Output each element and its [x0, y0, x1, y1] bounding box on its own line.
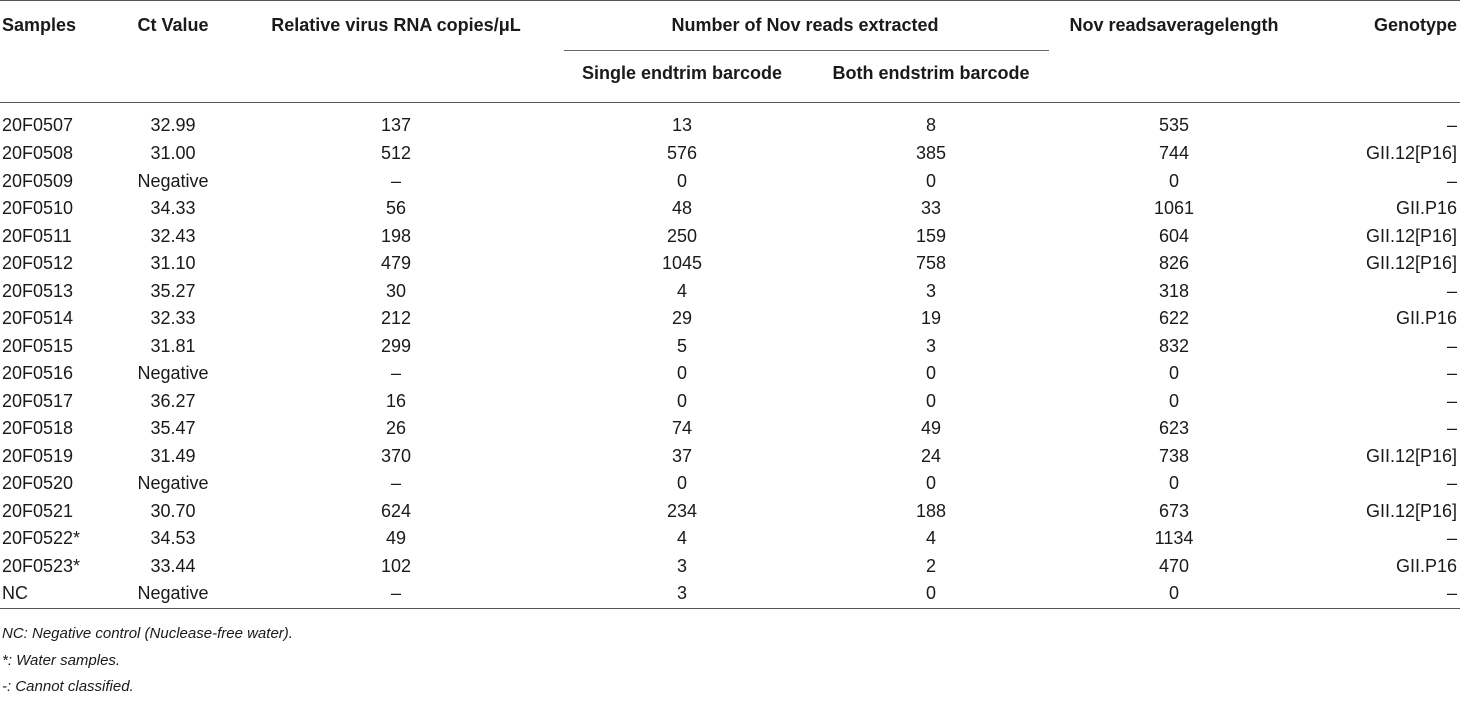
cell-both-ends: 49	[920, 418, 942, 439]
cell-single-end: 5	[676, 335, 687, 356]
table-notes	[2, 621, 293, 701]
cell-relative-rna: 102	[380, 555, 412, 576]
cell-average-length: 738	[1158, 445, 1190, 466]
cell-single-end: 29	[671, 308, 693, 329]
cell-genotype: –	[1446, 363, 1457, 384]
cell-ct-value: 34.33	[150, 198, 196, 219]
cell-both-ends: 19	[920, 308, 942, 329]
note-negative-control: NC: Negative control (Nuclease-free water).	[2, 625, 293, 642]
cell-genotype: GII.P16	[1395, 198, 1457, 219]
cell-both-ends: 159	[915, 225, 947, 246]
cell-ct-value: Negative	[137, 583, 209, 604]
cell-average-length: 832	[1158, 335, 1190, 356]
cell-average-length: 1134	[1154, 528, 1194, 549]
table-row	[0, 553, 1460, 581]
table-row	[0, 140, 1460, 168]
cell-genotype: –	[1446, 390, 1457, 411]
table-row	[0, 443, 1460, 471]
cell-relative-rna: 212	[380, 308, 412, 329]
table-row	[0, 470, 1460, 498]
cell-sample: 20F0512	[2, 253, 74, 274]
cell-ct-value: 36.27	[150, 390, 196, 411]
cell-ct-value: 32.43	[150, 225, 196, 246]
header-samples: Samples	[2, 15, 77, 35]
cell-ct-value: 35.27	[150, 280, 196, 301]
cell-average-length: 0	[1168, 473, 1179, 494]
cell-single-end: 0	[676, 473, 687, 494]
table-row	[0, 525, 1460, 553]
cell-sample: 20F0516	[2, 363, 74, 384]
cell-single-end: 0	[676, 390, 687, 411]
cell-both-ends: 2	[925, 555, 936, 576]
table-header	[0, 0, 1460, 102]
cell-genotype: GII.12[P16]	[1365, 143, 1457, 164]
cell-both-ends: 0	[925, 363, 936, 384]
cell-genotype: –	[1446, 583, 1457, 604]
cell-relative-rna: 137	[380, 114, 412, 135]
cell-sample: 20F0507	[2, 114, 74, 135]
cell-single-end: 0	[676, 170, 687, 191]
cell-ct-value: Negative	[137, 363, 209, 384]
cell-average-length: 1061	[1153, 198, 1195, 219]
cell-single-end: 4	[676, 528, 687, 549]
cell-both-ends: 3	[925, 280, 936, 301]
cell-single-end: 3	[676, 583, 687, 604]
cell-both-ends: 0	[925, 473, 936, 494]
cell-relative-rna: 49	[385, 528, 407, 549]
cell-sample: 20F0517	[2, 390, 74, 411]
cell-relative-rna: 512	[380, 143, 412, 164]
header-reads-group: Number of Nov reads extracted	[671, 15, 939, 35]
table-row	[0, 580, 1460, 608]
cell-genotype: GII.12[P16]	[1365, 445, 1457, 466]
cell-relative-rna: 198	[380, 225, 412, 246]
table-body	[0, 102, 1460, 608]
cell-genotype: –	[1446, 114, 1457, 135]
table-row	[0, 415, 1460, 443]
cell-single-end: 250	[666, 225, 698, 246]
cell-genotype: GII.12[P16]	[1365, 253, 1457, 274]
table-row	[0, 498, 1460, 526]
cell-ct-value: 31.49	[150, 445, 196, 466]
cell-average-length: 0	[1168, 390, 1179, 411]
cell-relative-rna: 370	[380, 445, 412, 466]
cell-average-length: 535	[1158, 114, 1190, 135]
header-relative-rna: Relative virus RNA copies/μL	[271, 15, 521, 35]
cell-ct-value: 34.53	[150, 528, 196, 549]
cell-genotype: –	[1446, 170, 1457, 191]
table-bottom-rule	[0, 608, 1460, 609]
cell-sample: 20F0511	[2, 225, 72, 246]
cell-sample: 20F0508	[2, 143, 74, 164]
cell-ct-value: 31.81	[150, 335, 196, 356]
cell-both-ends: 0	[925, 583, 936, 604]
table-row	[0, 168, 1460, 196]
cell-sample: 20F0518	[2, 418, 74, 439]
cell-ct-value: 32.33	[150, 308, 196, 329]
cell-single-end: 74	[671, 418, 693, 439]
cell-ct-value: 33.44	[150, 555, 196, 576]
cell-relative-rna: –	[390, 363, 401, 384]
table-row	[0, 360, 1460, 388]
cell-both-ends: 0	[925, 170, 936, 191]
cell-relative-rna: –	[390, 170, 401, 191]
cell-single-end: 1045	[661, 253, 703, 274]
cell-both-ends: 24	[920, 445, 942, 466]
cell-average-length: 673	[1158, 500, 1190, 521]
cell-relative-rna: –	[390, 473, 401, 494]
cell-sample: 20F0513	[2, 280, 74, 301]
cell-both-ends: 758	[915, 253, 947, 274]
cell-single-end: 37	[671, 445, 693, 466]
cell-both-ends: 33	[920, 198, 942, 219]
table-row	[0, 333, 1460, 361]
cell-both-ends: 385	[915, 143, 947, 164]
note-cannot-classified: -: Cannot classified.	[2, 678, 134, 695]
cell-average-length: 0	[1168, 170, 1179, 191]
cell-genotype: –	[1446, 418, 1457, 439]
header-ct-value: Ct Value	[137, 15, 209, 35]
cell-average-length: 744	[1158, 143, 1190, 164]
cell-relative-rna: 30	[385, 280, 407, 301]
cell-relative-rna: 624	[380, 500, 412, 521]
header-genotype: Genotype	[1373, 15, 1457, 35]
cell-sample: 20F0510	[2, 198, 74, 219]
cell-sample: 20F0519	[2, 445, 74, 466]
cell-both-ends: 3	[925, 335, 936, 356]
cell-average-length: 623	[1158, 418, 1190, 439]
cell-genotype: GII.12[P16]	[1365, 500, 1457, 521]
cell-genotype: –	[1446, 473, 1457, 494]
cell-sample: 20F0522*	[2, 528, 81, 549]
cell-average-length: 622	[1158, 308, 1190, 329]
cell-genotype: –	[1446, 528, 1457, 549]
cell-single-end: 234	[666, 500, 698, 521]
cell-both-ends: 188	[915, 500, 947, 521]
cell-sample: 20F0521	[2, 500, 74, 521]
cell-sample: 20F0514	[2, 308, 74, 329]
cell-genotype: –	[1446, 335, 1457, 356]
cell-average-length: 470	[1158, 555, 1190, 576]
cell-relative-rna: 16	[385, 390, 407, 411]
table-row	[0, 102, 1460, 140]
cell-average-length: 604	[1158, 225, 1190, 246]
table-row	[0, 278, 1460, 306]
cell-single-end: 13	[671, 114, 693, 135]
cell-genotype: GII.P16	[1395, 308, 1457, 329]
cell-ct-value: 32.99	[150, 114, 196, 135]
cell-ct-value: Negative	[137, 170, 209, 191]
cell-single-end: 3	[676, 555, 687, 576]
cell-relative-rna: 26	[385, 418, 407, 439]
cell-relative-rna: 299	[380, 335, 412, 356]
cell-ct-value: 35.47	[150, 418, 196, 439]
cell-single-end: 576	[666, 143, 698, 164]
cell-single-end: 48	[671, 198, 693, 219]
cell-sample: 20F0509	[2, 170, 74, 191]
cell-relative-rna: –	[390, 583, 401, 604]
cell-ct-value: 31.00	[150, 143, 196, 164]
cell-genotype: GII.P16	[1395, 555, 1457, 576]
cell-single-end: 4	[676, 280, 687, 301]
cell-average-length: 0	[1168, 583, 1179, 604]
table-row	[0, 388, 1460, 416]
cell-ct-value: 30.70	[150, 500, 196, 521]
header-single-end: Single endtrim barcode	[581, 63, 783, 83]
table-row	[0, 195, 1460, 223]
cell-both-ends: 8	[925, 114, 936, 135]
cell-sample: NC	[2, 583, 28, 604]
cell-both-ends: 0	[925, 390, 936, 411]
cell-relative-rna: 479	[380, 253, 412, 274]
cell-both-ends: 4	[925, 528, 936, 549]
table-row	[0, 305, 1460, 333]
cell-ct-value: 31.10	[150, 253, 196, 274]
cell-relative-rna: 56	[385, 198, 407, 219]
cell-average-length: 318	[1158, 280, 1190, 301]
table-row	[0, 223, 1460, 251]
cell-sample: 20F0520	[2, 473, 74, 494]
cell-genotype: GII.12[P16]	[1365, 225, 1457, 246]
cell-genotype: –	[1446, 280, 1457, 301]
header-average-length: Nov readsaveragelength	[1069, 15, 1279, 35]
cell-ct-value: Negative	[137, 473, 209, 494]
cell-average-length: 0	[1168, 363, 1179, 384]
cell-sample: 20F0523*	[2, 555, 81, 576]
cell-sample: 20F0515	[2, 335, 74, 356]
table-row	[0, 250, 1460, 278]
note-water-samples: *: Water samples.	[2, 651, 121, 669]
cell-single-end: 0	[676, 363, 687, 384]
cell-average-length: 826	[1158, 253, 1190, 274]
header-both-ends: Both endstrim barcode	[832, 63, 1030, 83]
